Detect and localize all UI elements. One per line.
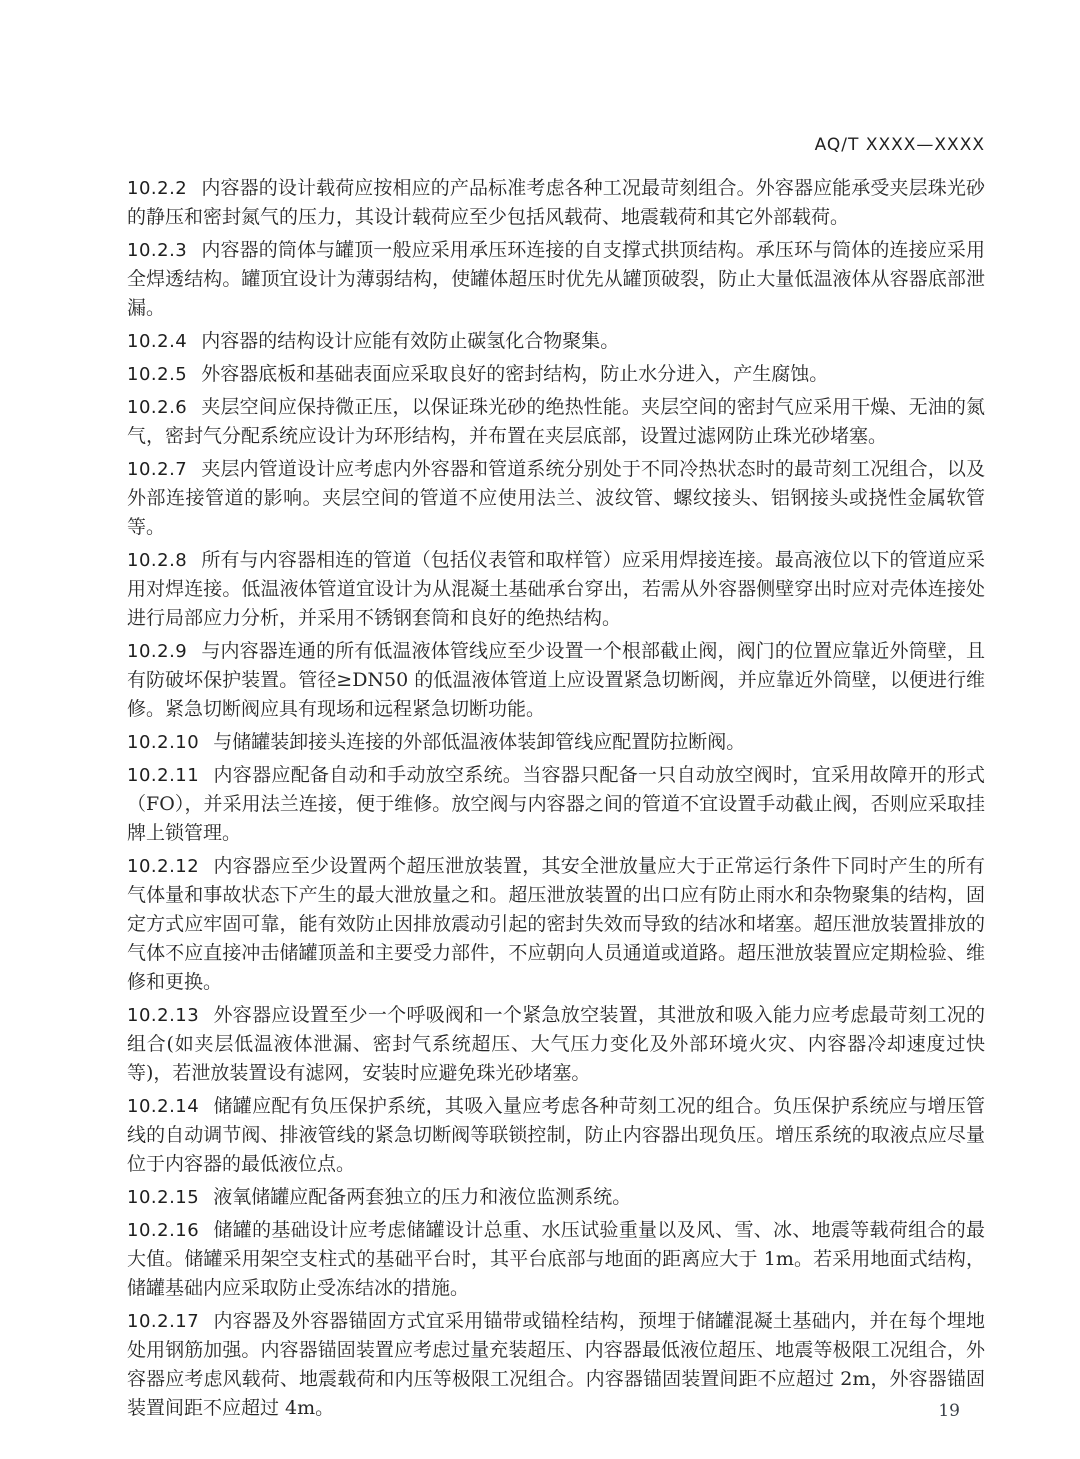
clause-text: 内容器应至少设置两个超压泄放装置，其安全泄放量应大于正常运行条件下同时产生的所有气体量和事故状态下产生的最大泄放量之和。超压泄放装置的出口应有防止雨水和杂物聚集的结构，固定方式应牢固可靠，能有效防止因排放震动引起的密封失效而导致的结冰和堵塞。超压泄放装置排放的气体不应直接冲击储罐顶盖和主要受力部件，不应朝向人员通道或道路。超压泄放装置应定期检验、维修和更换。 — [127, 855, 985, 993]
clause-text: 内容器的筒体与罐顶一般应采用承压环连接的自支撑式拱顶结构。承压环与筒体的连接应采用全焊透结构。罐顶宜设计为薄弱结构，使罐体超压时优先从罐顶破裂，防止大量低温液体从容器底部泄漏。 — [127, 239, 985, 319]
clause-paragraph — [127, 360, 985, 389]
clause-text: 内容器及外容器锚固方式宜采用锚带或锚栓结构，预埋于储罐混凝土基础内，并在每个埋地处用钢筋加强。内容器锚固装置应考虑过量充装超压、内容器最低液位超压、地震等极限工况组合，外容器应考虑风载荷、地震载荷和内压等极限工况组合。内容器锚固装置间距不应超过 2m，外容器锚固装置间距不应超过 4m。 — [127, 1310, 985, 1419]
clause-number: 10.2.14 — [127, 1096, 200, 1117]
clause-paragraph — [127, 1183, 985, 1212]
clause-number: 10.2.2 — [127, 178, 188, 199]
clause-paragraph — [127, 455, 985, 542]
clause-paragraph — [127, 852, 985, 997]
clause-number: 10.2.16 — [127, 1220, 200, 1241]
clause-text: 储罐应配有负压保护系统，其吸入量应考虑各种苛刻工况的组合。负压保护系统应与增压管线的自动调节阀、排液管线的紧急切断阀等联锁控制，防止内容器出现负压。增压系统的取液点应尽量位于内容器的最低液位点。 — [127, 1095, 985, 1175]
clause-paragraph — [127, 327, 985, 356]
clause-text: 外容器底板和基础表面应采取良好的密封结构，防止水分进入，产生腐蚀。 — [201, 363, 829, 385]
clause-paragraph — [127, 546, 985, 633]
clause-number: 10.2.8 — [127, 550, 188, 571]
clause-text: 液氧储罐应配备两套独立的压力和液位监测系统。 — [213, 1186, 632, 1208]
clause-number: 10.2.3 — [127, 240, 188, 261]
clause-paragraph — [127, 1092, 985, 1179]
clause-number: 10.2.9 — [127, 641, 188, 662]
clause-paragraph — [127, 236, 985, 323]
clause-text: 外容器应设置至少一个呼吸阀和一个紧急放空装置，其泄放和吸入能力应考虑最苛刻工况的组合(如夹层低温液体泄漏、密封气系统超压、大气压力变化及外部环境火灾、内容器冷却速度过快等)，若泄放装置设有滤网，安装时应避免珠光砂堵塞。 — [127, 1004, 985, 1084]
clause-number: 10.2.17 — [127, 1311, 200, 1332]
clause-number: 10.2.5 — [127, 364, 188, 385]
clause-text: 内容器的设计载荷应按相应的产品标准考虑各种工况最苛刻组合。外容器应能承受夹层珠光砂的静压和密封氮气的压力，其设计载荷应至少包括风载荷、地震载荷和其它外部载荷。 — [127, 177, 985, 228]
page-number: 19 — [938, 1401, 960, 1421]
clause-text: 储罐的基础设计应考虑储罐设计总重、水压试验重量以及风、雪、冰、地震等载荷组合的最大值。储罐采用架空支柱式的基础平台时，其平台底部与地面的距离应大于 1m。若采用地面式结构，储罐基础内应采取防止受冻结冰的措施。 — [127, 1219, 985, 1299]
clause-number: 10.2.13 — [127, 1005, 200, 1026]
clause-number: 10.2.6 — [127, 397, 188, 418]
clause-number: 10.2.15 — [127, 1187, 200, 1208]
clause-text: 与内容器连通的所有低温液体管线应至少设置一个根部截止阀，阀门的位置应靠近外筒壁，且有防破坏保护装置。管径≥DN50 的低温液体管道上应设置紧急切断阀，并应靠近外筒壁，以便进行维修。紧急切断阀应具有现场和远程紧急切断功能。 — [127, 640, 985, 720]
clause-paragraph — [127, 174, 985, 232]
clause-text: 所有与内容器相连的管道（包括仪表管和取样管）应采用焊接连接。最高液位以下的管道应采用对焊连接。低温液体管道宜设计为从混凝土基础承台穿出，若需从外容器侧壁穿出时应对壳体连接处进行局部应力分析，并采用不锈钢套筒和良好的绝热结构。 — [127, 549, 985, 629]
clause-paragraph — [127, 1307, 985, 1423]
clause-text: 内容器的结构设计应能有效防止碳氢化合物聚集。 — [201, 330, 620, 352]
clause-paragraph — [127, 1216, 985, 1303]
clause-number: 10.2.4 — [127, 331, 188, 352]
document-body — [127, 174, 985, 1427]
clause-text: 夹层空间应保持微正压，以保证珠光砂的绝热性能。夹层空间的密封气应采用干燥、无油的氮气，密封气分配系统应设计为环形结构，并布置在夹层底部，设置过滤网防止珠光砂堵塞。 — [127, 396, 985, 447]
clause-paragraph — [127, 637, 985, 724]
clause-paragraph — [127, 761, 985, 848]
clause-number: 10.2.7 — [127, 459, 188, 480]
clause-paragraph — [127, 1001, 985, 1088]
clause-text: 夹层内管道设计应考虑内外容器和管道系统分别处于不同冷热状态时的最苛刻工况组合，以及外部连接管道的影响。夹层空间的管道不应使用法兰、波纹管、螺纹接头、铝钢接头或挠性金属软管等。 — [127, 458, 985, 538]
clause-text: 内容器应配备自动和手动放空系统。当容器只配备一只自动放空阀时，宜采用故障开的形式（FO），并采用法兰连接，便于维修。放空阀与内容器之间的管道不宜设置手动截止阀，否则应采取挂牌上锁管理。 — [127, 764, 985, 844]
clause-number: 10.2.10 — [127, 732, 200, 753]
clause-number: 10.2.12 — [127, 856, 200, 877]
clause-text: 与储罐装卸接头连接的外部低温液体装卸管线应配置防拉断阀。 — [213, 731, 746, 753]
clause-number: 10.2.11 — [127, 765, 200, 786]
clause-paragraph — [127, 728, 985, 757]
clause-paragraph — [127, 393, 985, 451]
doc-code-header: AQ/T XXXX—XXXX — [814, 135, 985, 155]
